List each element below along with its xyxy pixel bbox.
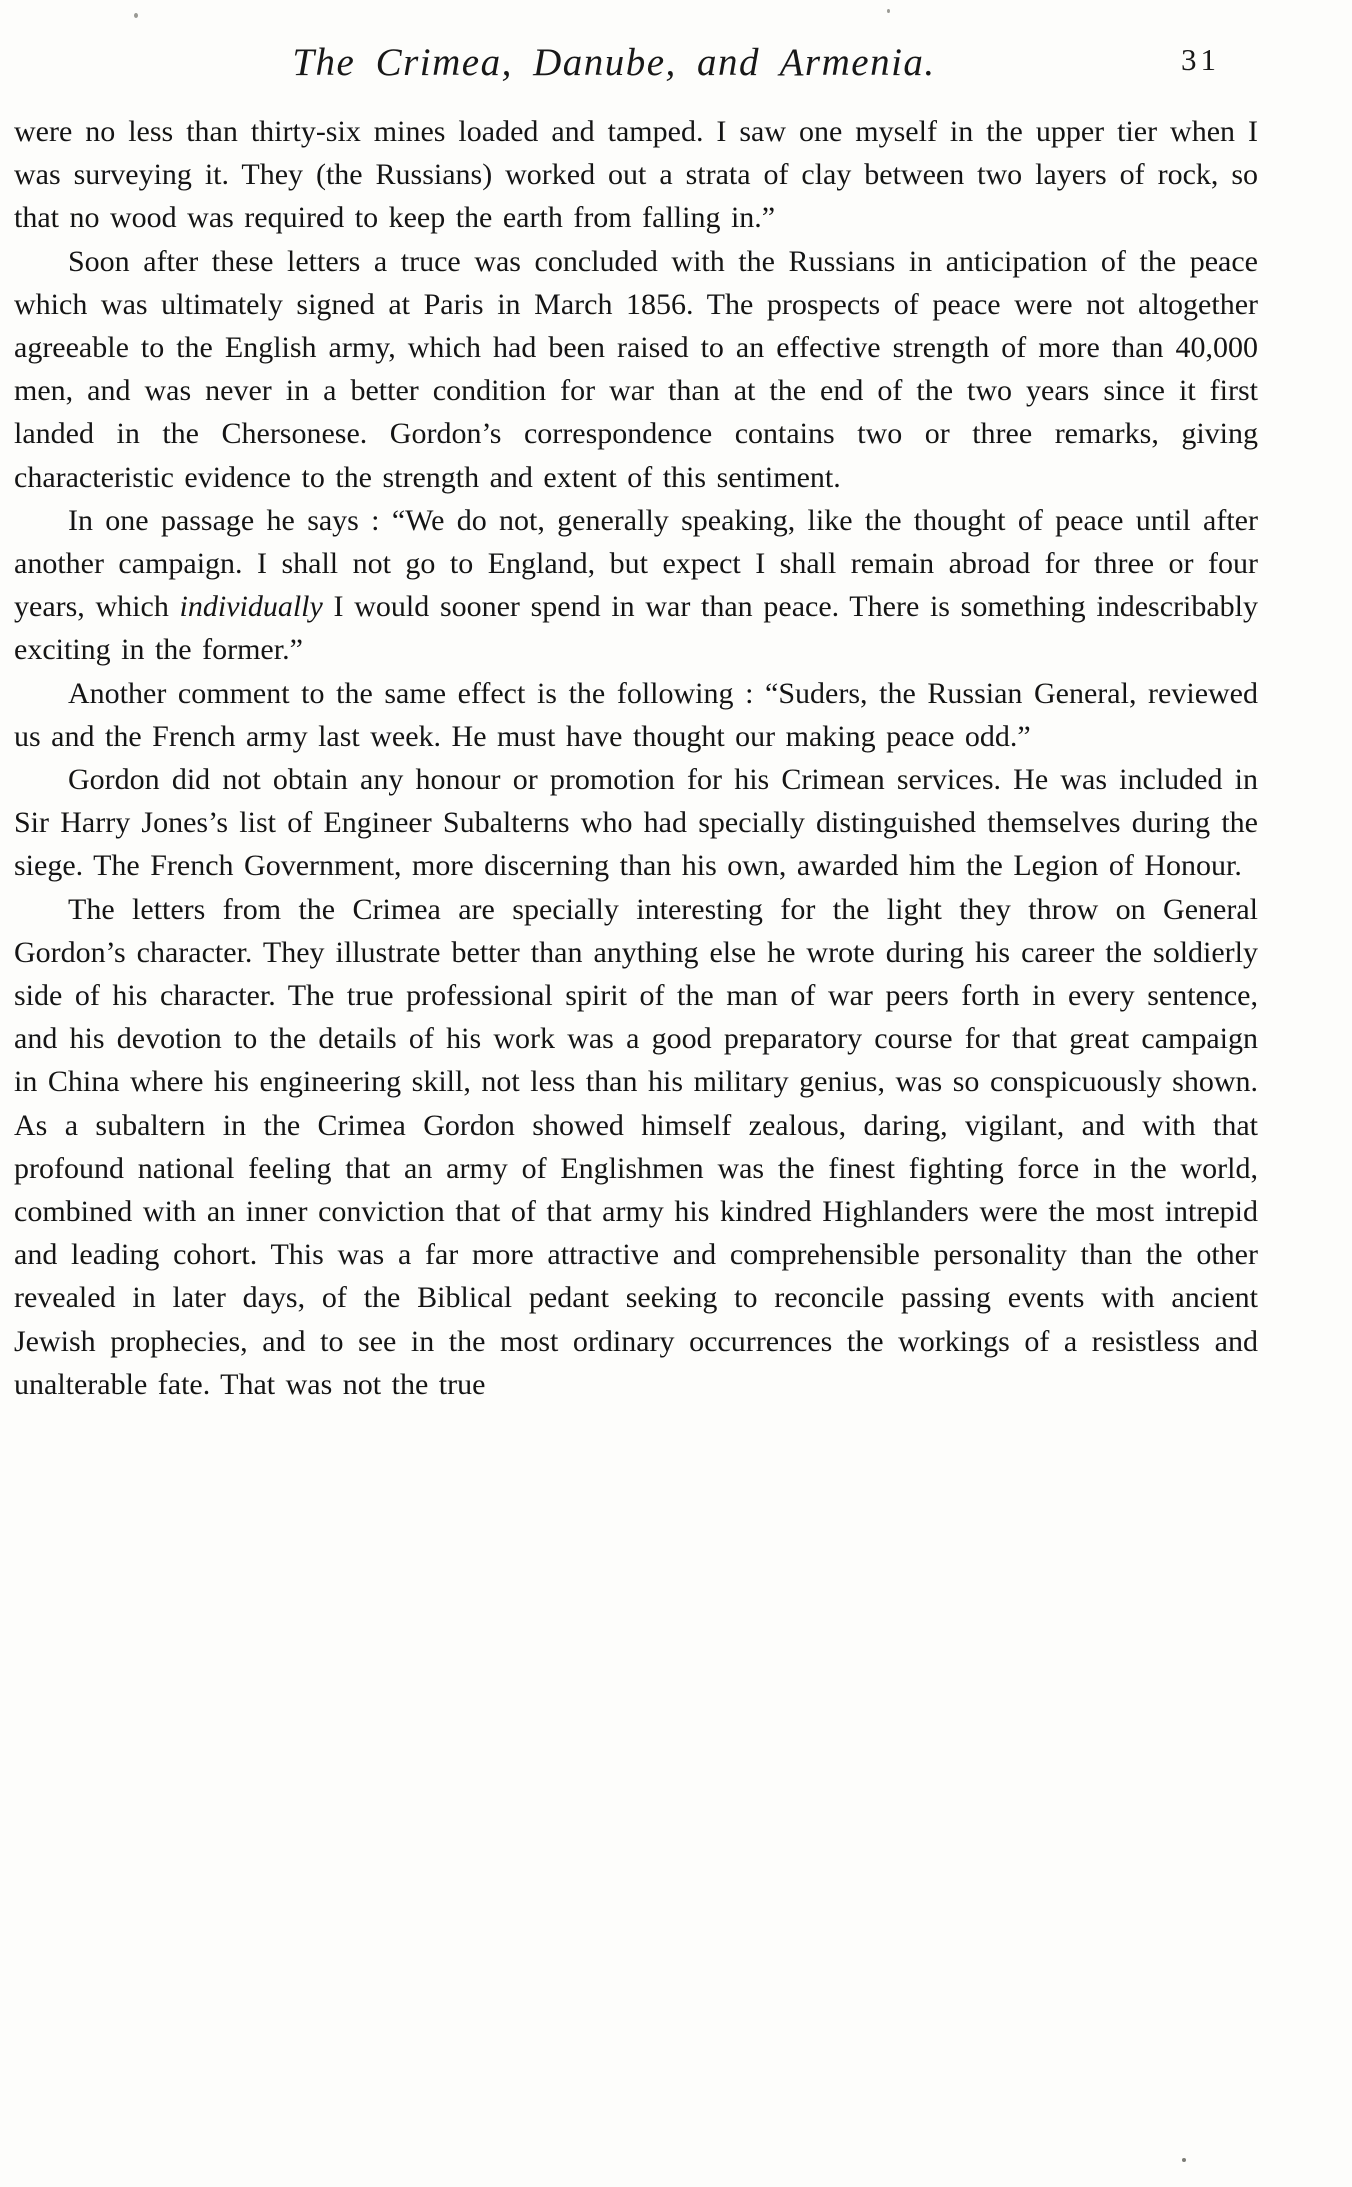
paragraph-text: were no less than thirty-six mines loaded and tamped. I saw one myself in the upper tier when I was surveying it. They (the Russians) worked out a strata of clay between two layers of rock, so that no wood was required to keep the earth from falling in.”: [14, 115, 1258, 235]
paragraph-text: In one passage he says : “We do not, generally speaking, like the thought of peace until after another campaign. I shall not go to England, but expect I shall remain abroad for three or four years, which: [14, 503, 1258, 624]
paragraph: [14, 672, 1258, 758]
paragraph-text: I would sooner spend in war than peace. There is something indescribably exciting in the former.”: [14, 590, 1258, 667]
scan-artifact: [1182, 2158, 1186, 2162]
scan-artifact: [134, 13, 138, 18]
paragraph-text: Another comment to the same effect is the following : “Suders, the Russian General, reviewed us and the French army last week. He must have thought our making peace odd.”: [14, 676, 1258, 753]
paragraph: [14, 888, 1258, 1406]
paragraph: [14, 758, 1258, 888]
scan-artifact: [887, 9, 890, 13]
paragraph-text: The letters from the Crimea are specially interesting for the light they throw on General Gordon’s character. They illustrate better than anything else he wrote during his career the soldierly side of his character. The true professional spirit of the man of war peers forth in every sentence, and his devotion to the details of his work was a good preparatory course for that great campaign in China where his engineering skill, not less than his military genius, was so conspicuously shown. As a subaltern in the Crimea Gordon showed himself zealous, daring, vigilant, and with that profound national feeling that an army of Englishmen was the finest fighting force in the world, combined with an inner conviction that of that army his kindred Highlanders were the most intrepid and leading cohort. This was a far more attractive and comprehensible personality than the other revealed in later days, of the Biblical pedant seeking to reconcile passing events with ancient Jewish prophecies, and to see in the most ordinary occurrences the workings of a resistless and unalterable fate. That was not the true: [14, 892, 1258, 1401]
emphasized-text: individually: [179, 590, 323, 624]
paragraph-text: Gordon did not obtain any honour or promotion for his Crimean services. He was included in Sir Harry Jones’s list of Engineer Subalterns who had specially distinguished themselves during the siege. The French Government, more discerning than his own, awarded him the Legion of Honour.: [14, 763, 1258, 883]
paragraph: [14, 110, 1258, 240]
page-header: [0, 40, 1352, 104]
page-number: 31: [1181, 42, 1220, 77]
running-title: The Crimea, Danube, and Armenia.: [292, 41, 936, 84]
paragraph: [14, 240, 1258, 499]
paragraph-text: Soon after these letters a truce was concluded with the Russians in anticipation of the peace which was ultimately signed at Paris in March 1856. The prospects of peace were not altogether agreeable to the English army, which had been raised to an effective strength of more than 40,000 men, and was never in a better condition for war than at the end of the two years since it first landed in the Chersonese. Gordon’s correspondence contains two or three remarks, giving characteristic evidence to the strength and extent of this sentiment.: [14, 244, 1258, 494]
paragraph: [14, 499, 1258, 672]
page-body: [14, 110, 1258, 1406]
